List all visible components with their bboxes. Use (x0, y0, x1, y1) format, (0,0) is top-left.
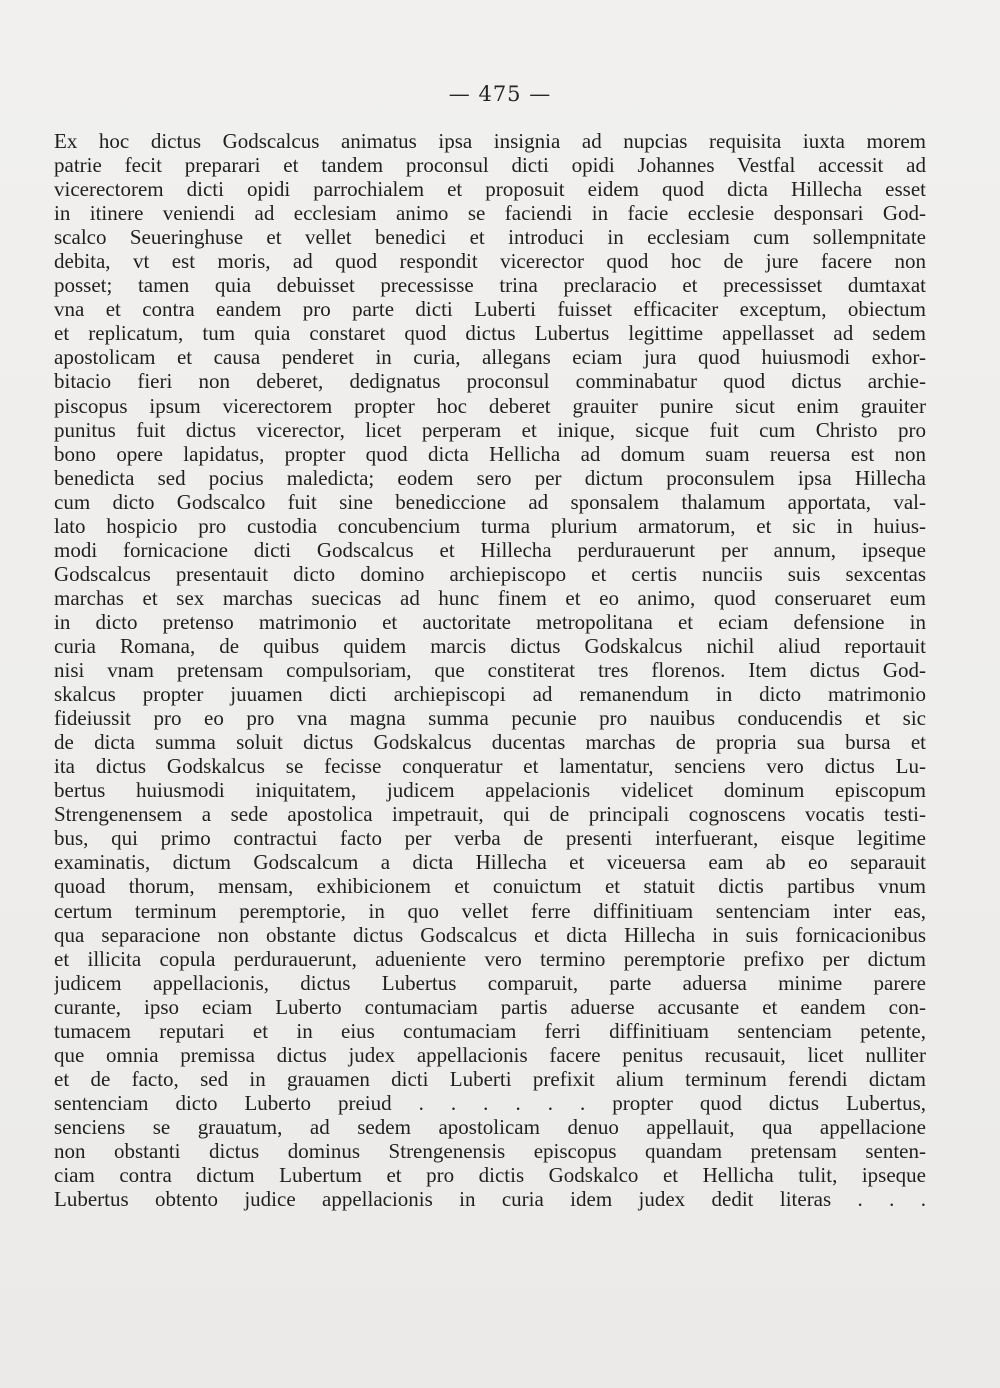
text-line: piscopus ipsum vicerectorem propter hoc deberet grauiter punire sicut enim grauiter (54, 393, 926, 418)
text-line: ita dictus Godskalcus se fecisse conqueratur et lamentatur, senciens vero dictus Lu- (54, 754, 926, 779)
text-line: Strengenensem a sede apostolica impetrauit, qui de principali cognoscens vocatis testi- (54, 802, 926, 827)
text-line: modi fornicacione dicti Godscalcus et Hillecha perdurauerunt per annum, ipseque (54, 537, 926, 562)
text-line: et de facto, sed in grauamen dicti Luberti prefixit alium terminum ferendi dictam (54, 1066, 926, 1091)
text-line: quoad thorum, mensam, exhibicionem et conuictum et statuit dictis partibus vnum (54, 874, 926, 899)
text-line: de dicta summa soluit dictus Godskalcus ducentas marchas de propria sua bursa et (54, 730, 926, 755)
page-number: — 475 — (448, 82, 552, 106)
text-line: bono opere lapidatus, propter quod dicta Hellicha ad domum suam reuersa est non (54, 441, 926, 466)
text-line: in itinere veniendi ad ecclesiam animo se faciendi in facie ecclesie desponsari God- (54, 201, 926, 226)
text-line: curia Romana, de quibus quidem marcis dictus Godskalcus nichil aliud reportauit (54, 633, 926, 658)
text-line: qua separacione non obstante dictus Godscalcus et dicta Hillecha in suis fornicacionibus (54, 922, 926, 947)
text-line: senciens se grauatum, ad sedem apostolicam denuo appellauit, qua appellacione (54, 1114, 926, 1139)
text-line: curante, ipso eciam Luberto contumaciam partis aduerse accusante et eandem con- (54, 994, 926, 1019)
text-line: marchas et sex marchas suecicas ad hunc finem et eo animo, quod conseruaret eum (54, 585, 926, 610)
text-line: benedicta sed pocius maledicta; eodem sero per dictum proconsulem ipsa Hillecha (54, 465, 926, 490)
text-line: in dicto pretenso matrimonio et auctoritate metropolitana et eciam defensione in (54, 609, 926, 634)
text-line: que omnia premissa dictus judex appellacionis facere penitus recusauit, licet nulliter (54, 1042, 926, 1067)
text-line: ciam contra dictum Lubertum et pro dictis Godskalco et Hellicha tulit, ipseque (54, 1163, 926, 1188)
text-line: bitacio fieri non deberet, dedignatus proconsul comminabatur quod dictus archie- (54, 369, 926, 394)
text-line: vna et contra eandem pro parte dicti Luberti fuisset efficaciter exceptum, obiectum (54, 297, 926, 322)
text-line: examinatis, dictum Godscalcum a dicta Hillecha et viceuersa eam ab eo separauit (54, 850, 926, 875)
text-line: bertus huiusmodi iniquitatem, judicem appelacionis videlicet dominum episcopum (54, 778, 926, 803)
text-line: et illicita copula perdurauerunt, adueniente vero termino peremptorie prefixo per dictum (54, 946, 926, 971)
text-line: judicem appellacionis, dictus Lubertus comparuit, parte aduersa minime parere (54, 970, 926, 995)
text-line: Godscalcus presentauit dicto domino archiepiscopo et certis nunciis suis sexcentas (54, 561, 926, 586)
text-line: et replicatum, tum quia constaret quod dictus Lubertus legittime appellasset ad sedem (54, 321, 926, 346)
text-line: lato hospicio pro custodia concubencium turma plurium armatorum, et sic in huius- (54, 513, 926, 538)
text-line: Ex hoc dictus Godscalcus animatus ipsa insignia ad nupcias requisita iuxta morem (54, 129, 926, 153)
text-line: sentenciam dicto Luberto preiud . . . . . . propter quod dictus Lubertus, (54, 1090, 926, 1115)
text-line: scalco Seueringhuse et vellet benedici et introduci in ecclesiam cum sollempnitate (54, 225, 926, 250)
text-line: debita, vt est moris, ad quod respondit vicerector quod hoc de jure facere non (54, 249, 926, 274)
text-line: non obstanti dictus dominus Strengenensis episcopus quandam pretensam senten- (54, 1138, 926, 1163)
text-line: Lubertus obtento judice appellacionis in curia idem judex dedit literas . . . (54, 1187, 926, 1212)
text-line: cum dicto Godscalco fuit sine benediccione ad sponsalem thalamum apportata, val- (54, 489, 926, 514)
text-line: fideiussit pro eo pro vna magna summa pecunie pro nauibus conducendis et sic (54, 706, 926, 731)
text-line: certum terminum peremptorie, in quo vellet ferre diffinitiuam sentenciam inter eas, (54, 898, 926, 923)
text-line: vicerectorem dicti opidi parrochialem et proposuit eidem quod dicta Hillecha esset (54, 177, 926, 202)
text-line: posset; tamen quia debuisset precessisse trina preclaracio et precessisset dumtaxat (54, 273, 926, 298)
text-line: apostolicam et causa penderet in curia, allegans eciam jura quod huiusmodi exhor- (54, 345, 926, 370)
text-line: bus, qui primo contractui facto per verba de presenti interfuerant, eisque legitime (54, 826, 926, 851)
text-line: skalcus propter juuamen dicti archiepiscopi ad remanendum in dicto matrimonio (54, 682, 926, 707)
text-line: tumacem reputari et in eius contumaciam ferri diffinitiuam sentenciam petente, (54, 1018, 926, 1043)
body-text (54, 129, 926, 1211)
text-line: punitus fuit dictus vicerector, licet perperam et inique, sicque fuit cum Christo pro (54, 417, 926, 442)
text-line: nisi vnam pretensam compulsoriam, que constiterat tres florenos. Item dictus God- (54, 658, 926, 683)
text-line: patrie fecit preparari et tandem proconsul dicti opidi Johannes Vestfal accessit ad (54, 153, 926, 178)
